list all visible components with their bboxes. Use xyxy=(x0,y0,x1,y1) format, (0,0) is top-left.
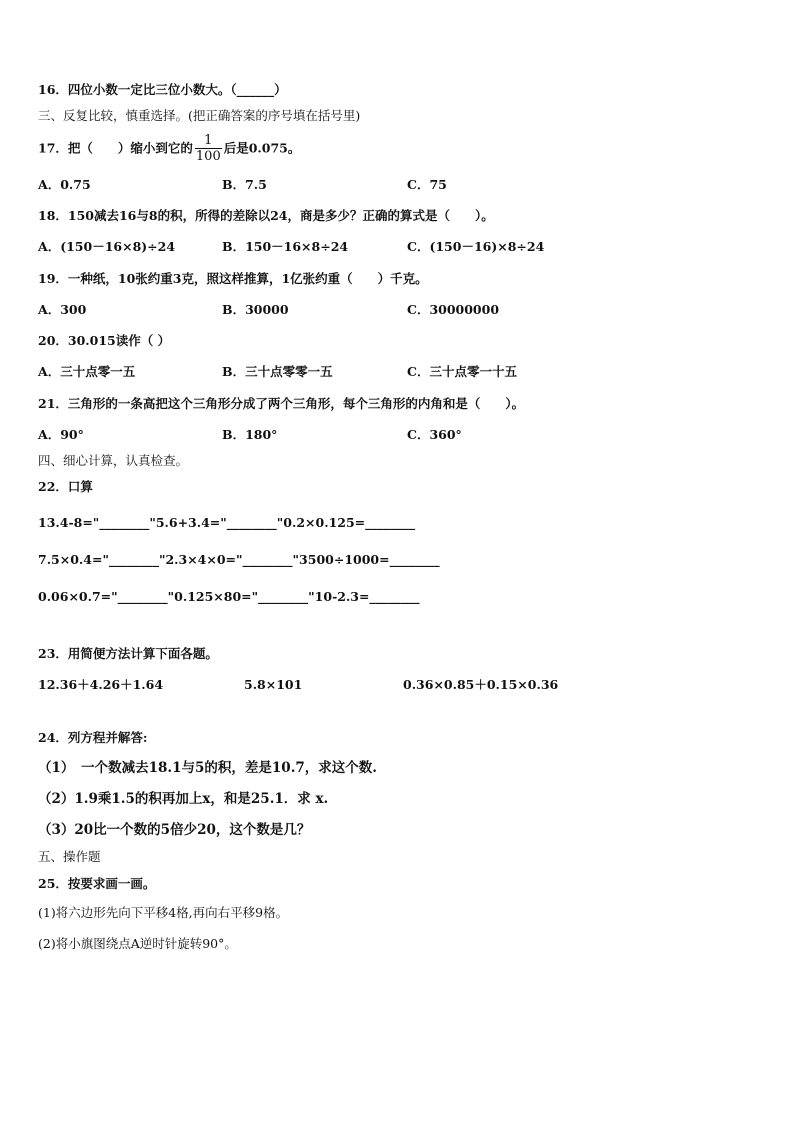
q18-option-b: B．150－16×8÷24 xyxy=(222,239,349,254)
q25-item-2: (2)将小旗图绕点A逆时针旋转90°。 xyxy=(38,936,237,951)
q17-option-a: A．0.75 xyxy=(38,177,91,192)
q24-item-2: （2）1.9乘1.5的积再加上x，和是25.1．求 x. xyxy=(38,791,329,807)
question-17 xyxy=(38,134,300,164)
section-4-heading: 四、细心计算，认真检查。 xyxy=(38,453,189,468)
q20-option-b: B．三十点零零一五 xyxy=(222,364,333,379)
question-21: 21．三角形的一条高把这个三角形分成了两个三角形，每个三角形的内角和是（ ）。 xyxy=(38,396,525,411)
q18-option-a: A．(150－16×8)÷24 xyxy=(38,239,176,254)
question-16: 16．四位小数一定比三位小数大。（______） xyxy=(38,82,287,97)
q24-item-3: （3）20比一个数的5倍少20，这个数是几？ xyxy=(38,822,311,838)
question-22-title: 22．口算 xyxy=(38,479,93,494)
question-24-title: 24．列方程并解答: xyxy=(38,730,148,745)
q17-text-after: 后是0.075。 xyxy=(223,140,301,156)
q23-item-1: 12.36＋4.26＋1.64 xyxy=(38,677,164,692)
q19-option-b: B．30000 xyxy=(222,302,289,317)
fraction-numerator: 1 xyxy=(204,133,213,148)
fraction xyxy=(195,134,222,164)
q24-item-1: （1） 一个数减去18.1与5的积，差是10.7，求这个数. xyxy=(38,760,377,776)
q17-text-before: 17．把（ ）缩小到它的 xyxy=(38,140,193,156)
q19-option-c: C．30000000 xyxy=(407,302,500,317)
q21-option-a: A．90° xyxy=(38,427,84,442)
q18-option-c: C．(150－16)×8÷24 xyxy=(407,239,545,254)
fraction-denominator: 100 xyxy=(195,149,221,164)
q17-option-c: C．75 xyxy=(407,177,447,192)
mental-math-row-3: 0.06×0.7="________"0.125×80="________"10-2.3=________ xyxy=(38,589,420,604)
question-19: 19．一种纸，10张约重3克，照这样推算，1亿张约重（ ）千克。 xyxy=(38,271,428,286)
q25-item-1: (1)将六边形先向下平移4格,再向右平移9格。 xyxy=(38,905,289,920)
question-18: 18．150减去16与8的积，所得的差除以24，商是多少？正确的算式是（ ）。 xyxy=(38,208,494,223)
section-5-heading: 五、操作题 xyxy=(38,849,101,864)
mental-math-row-2: 7.5×0.4="________"2.3×4×0="________"3500÷1000=________ xyxy=(38,552,440,567)
question-23-title: 23．用简便方法计算下面各题。 xyxy=(38,646,218,661)
question-20: 20．30.015读作（ ） xyxy=(38,333,171,348)
q20-option-c: C．三十点零一十五 xyxy=(407,364,517,379)
question-25-title: 25．按要求画一画。 xyxy=(38,876,156,891)
q23-item-2: 5.8×101 xyxy=(244,677,303,692)
q20-option-a: A．三十点零一五 xyxy=(38,364,136,379)
q17-option-b: B．7.5 xyxy=(222,177,267,192)
mental-math-row-1: 13.4-8="________"5.6+3.4="________"0.2×0.125=________ xyxy=(38,515,416,530)
section-3-heading: 三、反复比较，慎重选择。(把正确答案的序号填在括号里) xyxy=(38,108,361,123)
q21-option-c: C．360° xyxy=(407,427,462,442)
q19-option-a: A．300 xyxy=(38,302,87,317)
q21-option-b: B．180° xyxy=(222,427,278,442)
q23-item-3: 0.36×0.85＋0.15×0.36 xyxy=(403,677,559,692)
